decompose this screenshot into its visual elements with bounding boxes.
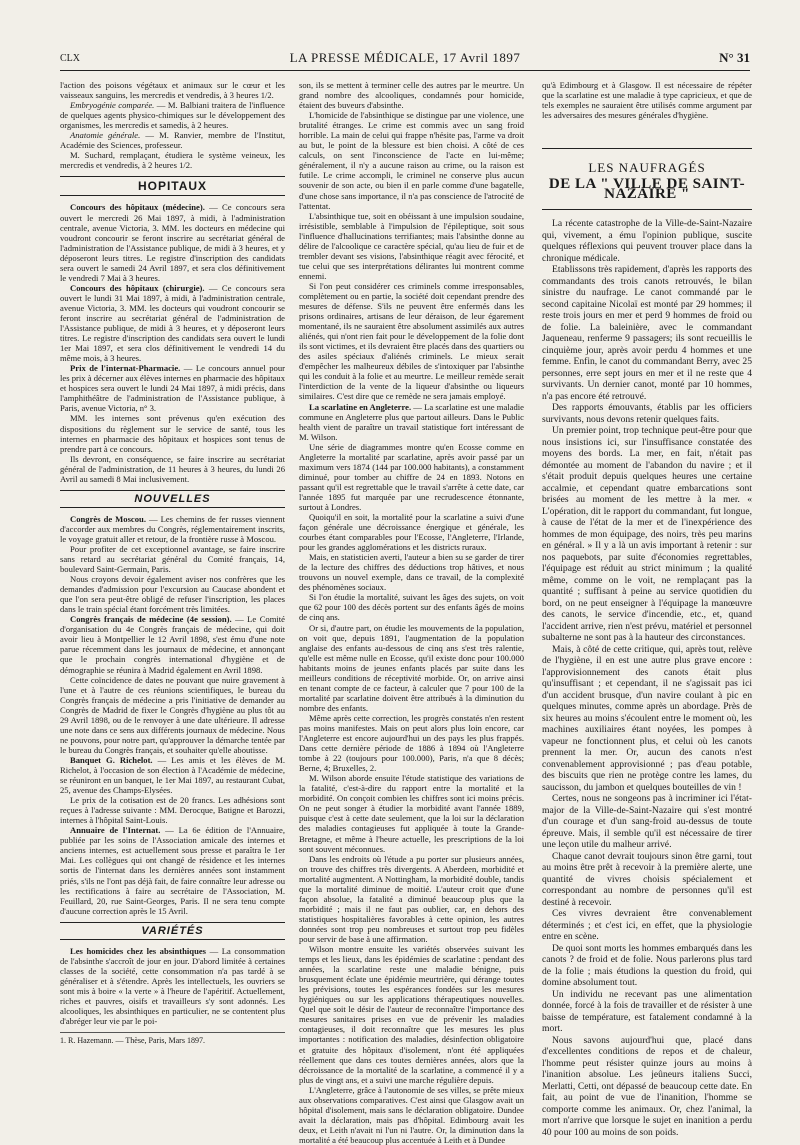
issue-number: N° 31 — [719, 50, 750, 65]
news-item: Banquet G. Richelot. — Les amis et les élèves de M. Richelot, à l'occasion de son élection à l'Académie de médecine, se réuniront en un banquet, le 1er Mai 1897, au restaurant Cubat, 25, avenue des Champs-Elysées. — [60, 754, 285, 796]
paragraph: l'action des poisons végétaux et animaux sur le cœur et les vaisseaux sanguins, les mercredis et vendredis, à 3 heures 1/2. — [60, 80, 285, 101]
column-1 — [60, 80, 285, 1085]
news-item: Congrès de Moscou. — Les chemins de fer russes viennent d'accorder aux membres du Congrès, réglementairement inscrits, le voyage gratuit aller et retour, de la frontière russe à Moscou. — [60, 513, 285, 544]
paragraph: Une série de diagrammes montre qu'en Ecosse comme en Angleterre la mortalité par scarlatine, après avoir passé par un maximum vers 1874 (144 par 100.000 habitants), a constamment diminué, pour tomber au chiffre de 24 en 1893. Notons en passant qu'il est regrettable que le travail s'arrête à cette date, car l'année 1895 fut marquée par une recrudescence étonnante, surtout à Londres. — [299, 441, 524, 512]
paragraph: De quoi sont morts les hommes embarqués dans les canots ? de froid et de folie. Nous parlerons plus tard de la folie ; mais étudions la question du froid, qui domine absolument tout. — [542, 942, 752, 989]
paragraph: Anatomie générale. — M. Ranvier, membre de l'Institut, Académie des Sciences, professeur. — [60, 130, 285, 151]
paragraph: Si l'on étudie la mortalité, suivant les âges des sujets, on voit que 62 pour 100 des décès portent sur des enfants âgés de moins de cinq ans. — [299, 592, 524, 623]
paragraph: Des rapports émouvants, établis par les officiers survivants, nous devons retenir quelques faits. — [542, 402, 752, 425]
article-kicker: LES NAUFRAGÉS — [588, 160, 706, 176]
paragraph: Or si, d'autre part, on étudie les mouvements de la population, on voit que, depuis 1891, l'augmentation de la population anglaise des enfants au-dessous de cinq ans s'est très ralentie, qu'elle est même nulle en Ecosse, qu'il existe donc pour 100.000 habitants moins de jeunes enfants placés par suite dans les meilleurs conditions de réceptivité morbide. Or, on arrive ainsi en tenant compte de ce facteur, à calculer que 7 pour 100 de la mortalité par scarlatine doivent être attribués à la diminution du nombre des enfants. — [299, 622, 524, 713]
article-title: DE LA " VILLE DE SAINT-NAZAIRE " — [548, 176, 746, 203]
news-item: Annuaire de l'Internat. — La 6e édition de l'Annuaire, publiée par les soins de l'Association amicale des internes et anciens internes, est actuellement sous presse et paraîtra le 1er Mai. Les collègues qui ont changé de résidence et les internes sortis de l'internat dans les dernières années sont instamment priés, s'ils ne l'ont pas déjà fait, de faire connaître leur adresse ou les rectifications à faire au secrétaire de l'Association, M. Feuillard, 20, rue Saint-Georges, Paris. Il ne sera tenu compte d'aucune correction après le 15 Avril. — [60, 825, 285, 916]
footnote: 1. R. Hazemann. — Thèse, Paris, Mars 1897. — [60, 1032, 285, 1046]
paragraph: Etablissons très rapidement, d'après les rapports des commandants des trois canots retrouvés, le bilan sinistre du naufrage. Le canot commandé par le second capitaine Nicolaï est monté par 29 hommes; il reste trois jours en mer et perd 9 hommes de froid ou de folie. La baleinière, avec le commandant Jaqueneau, renferme 9 passagers; ils sont recueillis le cinquième jour, après avoir perdu 4 hommes et une femme. Enfin, le canot du commandant Berry, avec 25 personnes, erre sept jours en mer et il ne reste que 4 survivants. Un dernier canot, monté par 10 hommes, n'a pas encore été retrouvé. — [542, 264, 752, 402]
paragraph: Un premier point, trop technique peut-être pour que nous insistions ici, sur l'insuffisance constatée des moyens des bords. La mer, en fait, n'était pas démontée au moment de l'abandon du navire ; et il s'était produit depuis quelques heures une certaine accalmie, et cependant quatre embarcations sont brisées au moment de les mettre à la mer. « L'opération, dit le rapport du commandant, fut longue, à cause de l'état de la mer et de l'inexpérience des hommes de mon équipage, des noirs, très peu marins en général. » Il y a là un avis important à retenir : sur nos paquebots, par suite d'économies regrettables, l'équipage est réduit au strict minimum ; la qualité même, comme on le voit, ne remplaçant pas la quantité ; suffisant à peine au service quotidien du bord, on ne peut enseigner à l'équipage la manœuvre des canots, le service d'incendie, etc., et, quand l'accident arrive, rien n'est prévu, matériel et personnel subalterne ne sont pas à la hauteur des circonstances. — [542, 425, 752, 644]
paragraph: Ils devront, en conséquence, se faire inscrire au secrétariat général de l'administration, de 11 heures à 3 heures, du lundi 26 Avril au samedi 8 Mai inclusivement. — [60, 453, 285, 484]
news-item: Les homicides chez les absinthiques — La consommation de l'absinthe s'accroît de jour en jour. D'abord limitée à certaines classes de la société, cette consommation n'a pas tardé à se généraliser et à s'étendre. Après les intellectuels, les ouvriers se sont mis à boire « la verte » à l'heure de l'apéritif. Actuellement, riches et pauvres, oisifs et travailleurs s'y sont adonnés. Les alcooliques, les absinthiques en particulier, ne se contentent plus d'abréger leur vie par le poi- — [60, 945, 285, 1027]
paragraph: Un individu ne recevant pas une alimentation donnée, forcé à la fois de travailler et de résister à une baisse de température, est fatalement condamné à la mort. — [542, 988, 752, 1035]
paragraph: Ces vivres devraient être convenablement déterminés ; et c'est ici, en effet, que la physiologie entre en scène. — [542, 908, 752, 943]
paragraph: Le prix de la cotisation est de 20 francs. Les adhésions sont reçues à l'adresse suivante : MM. Derocque, Batigne et Barozzi, internes à l'hôpital Saint-Louis. — [60, 795, 285, 826]
paragraph: Quoiqu'il en soit, la mortalité pour la scarlatine a suivi d'une façon générale une décroissance énergique et générale, les courbes étant comparables pour l'Ecosse, l'Angleterre, l'Irlande, pour les grandes agglomérations et les districts ruraux. — [299, 512, 524, 553]
page-header — [60, 50, 750, 71]
paragraph: Mais, à côté de cette critique, qui, après tout, relève de l'hygiène, il en est une autre plus grave encore : l'approvisionnement des canots était plus qu'insuffisant ; et cependant, il ne s'agissait pas ici d'un accident brusque, d'un navire coulant à pic en quelques minutes, comme après un abordage. Près de six heures au moins s'écoulent entre le moment où, les machines auxiliaires étant noyées, les pompes à vapeur ne fonctionnent plus, et celui où les canots prennent la mer. Or, aucun des canots n'est convenablement approvisionné ; pas d'eau potable, des biscuits que rien ne protège contre les lames, du saucisson, du jambon et quelques bouteilles de vin ! — [542, 643, 752, 793]
news-item: La scarlatine en Angleterre. — La scarlatine est une maladie commune en Angleterre plus que partout ailleurs. Dans le Public health vient de paraître un travail statistique fort intéressant de M. Wilson. — [299, 401, 524, 442]
paragraph: Si l'on peut considérer ces criminels comme irresponsables, complètement ou en partie, la société doit cependant prendre des mesures de défense. S'ils ne peuvent être enfermés dans les prisons ordinaires, artisans de leur déraison, de leur égarement momentané, ils ne sauraient être absolument assimilés aux autres aliénés, qui n'ont rien fait pour le développement de la folie dont ils sont victimes, et ils devraient être placés dans des quartiers ou des asiles spéciaux d'aliénés criminels. Le mieux serait d'empêcher les malheureux débiles de s'intoxiquer par l'absinthe qui les conduit à la folie et au meurtre. Le meilleur remède serait l'interdiction de la vente de la liqueur d'absinthe ou liqueurs similaires. C'est dire que ce remède ne sera jamais employé. — [299, 280, 524, 402]
paragraph: M. Wilson aborde ensuite l'étude statistique des variations de la fatalité, c'est-à-dire du rapport entre la mortalité et la morbidité. On conçoit combien les chiffres sont ici moins précis. On ne peut songer à étudier la morbidité avant l'année 1889, puisque c'est à cette date seulement, que la loi sur la déclaration des maladies contagieuses fut appliquée à toute la Grande-Bretagne, et même à l'heure actuelle, les prescriptions de la loi sont souvent méconnues. — [299, 773, 524, 854]
page-number: CLX — [60, 53, 80, 64]
paragraph: Même après cette correction, les progrès constatés n'en restent pas moins manifestes. Mais on peut alors plus loin encore, car l'Angleterre est encore aujourd'hui un des pays les plus frappés. Dans cette dernière période de 1886 à 1894 où l'Angleterre tombe à 22 (toujours pour 100.000), Paris, n'a que 8 décès; Berne, 4; Bruxelles, 2. — [299, 712, 524, 774]
paragraph: Wilson montre ensuite les variétés observées suivant les temps et les lieux, dans les épidémies de scarlatine : pendant des années, la scarlatine reste une maladie bénigne, puis brusquement éclate une épidémie meurtrière, qui dérange toutes les prévisions, toutes les espérances fondées sur les mesures hygiéniques ou sur les applications thérapeutiques nouvelles. Quel que soit le désir de l'auteur de reconnaître l'importance des mesures sanitaires prises en vue de prévenir les maladies contagieuses, il doit reconnaître que les mesures les plus importantes : notification des maladies, désinfection obligatoire et gratuite des hôpitaux d'isolement, n'ont été appliquées réellement que dans ces toutes dernières années, alors que la décroissance de la mortalité de la scarlatine, a commencé il y a plus de vingt ans, et a suivi une marche régulière depuis. — [299, 944, 524, 1085]
paragraph: La récente catastrophe de la Ville-de-Saint-Nazaire qui, vivement, a ému l'opinion publique, suscite quelques réflexions qui peuvent trouver place dans la chronique médicale. — [542, 218, 752, 264]
section-title-hopitaux: HOPITAUX — [60, 176, 285, 196]
news-item: Prix de l'internat-Pharmacie. — Le concours annuel pour les prix à décerner aux élèves internes en pharmacie des hôpitaux et hospices sera ouvert le lundi 24 Mai 1897, à midi précis, dans l'amphithéâtre de l'administration de l'Assistance publique, à Paris, avenue Victoria, n° 3. — [60, 363, 285, 414]
paragraph: M. Suchard, remplaçant, étudiera le système veineux, les mercredis et vendredis, à 2 heures 1/2. — [60, 150, 285, 171]
paragraph: L'absinthique tue, soit en obéissant à une impulsion soudaine, irrésistible, semblable à l'impulsion de l'épileptique, soit sous l'influence d'hallucinations terrifiantes; mais l'absinthe donne au délire de l'alcoolique ce caractère spécial, qu'au lieu de fuir et de trembler devant ses visions, l'absinthique réagit avec férocité, et tue celui que ses interprétations délirantes lui montrent comme ennemi. — [299, 210, 524, 281]
section-title-nouvelles: NOUVELLES — [60, 490, 285, 508]
paragraph: Dans les endroits où l'étude a pu porter sur plusieurs années, on trouve des chiffres très divergents. A Aberdeen, morbidité et mortalité augmentent. A Nottingham, la morbidité double, tandis que la mortalité diminue de moitié. L'auteur croit que d'une façon absolue, la fatalité a diminué beaucoup plus que la morbidité ; mais il ne faut pas oublier, car, en dehors des statistiques hospitalières favorables à cette opinion, les autres données sont trop peu nombreuses et surtout trop peu fidèles pour servir de base à une affirmation. — [299, 853, 524, 944]
paragraph: Cette coïncidence de dates ne pouvant que nuire gravement à l'une et à l'autre de ces réunions scientifiques, le bureau du Congrès français de médecine a pris l'initiative de demander au Congrès de Madrid de fixer le Congrès d'hygiène au plus tôt au 29 Avril 1898, ou de le renvoyer à une date ultérieure. Il adresse une note dans ce sens aux différents journaux de médecine. Nous ne pouvons, pour notre part, qu'approuver la démarche tentée par le bureau du Congrès français, et souhaiter qu'elle aboutisse. — [60, 674, 285, 755]
column-2 — [299, 80, 524, 1145]
news-item: Concours des hôpitaux (médecine). — Ce concours sera ouvert le mercredi 26 Mai 1897, à midi, à l'administration centrale, avenue Victoria, 3. MM. les docteurs en médecine qui voudront concourir se feront inscrire au secrétariat général de l'administration de l'Assistance publique, de midi à 3 heures, et y déposeront leurs titres. Le registre d'inscription des candidats sera ouvert le samedi 24 Avril 1897, et sera clos définitivement le vendredi 7 Mai à 3 heures. — [60, 202, 285, 283]
paragraph: Nous croyons devoir également aviser nos confrères que les demandes d'admission pour l'excursion au Caucase abondent et que l'on sera peut-être obligé de refuser l'inscription, les places dans le train spécial étant forcément très limitées. — [60, 574, 285, 615]
news-item: Concours des hôpitaux (chirurgie). — Ce concours sera ouvert le lundi 31 Mai 1897, à midi, à l'administration centrale, avenue Victoria, 3. MM. les docteurs qui voudront concourir se feront inscrire au secrétariat général de l'administration de l'Assistance publique, de midi à 3 heures, et y déposeront leurs titres. Le registre d'inscription des candidats sera ouvert le lundi 1er Mai 1897, et sera clos définitivement le vendredi 14 du même mois, à 3 heures. — [60, 282, 285, 364]
paragraph: Mais, en statisticien averti, l'auteur a bien su se garder de tirer de la lecture des chiffres des déductions trop hâtives, et nous trouvons un nouvel exemple, dans ce travail, de la complexité des phénomènes sociaux. — [299, 552, 524, 593]
paragraph: Certes, nous ne songeons pas à incriminer ici l'état-major de la Ville-de-Saint-Nazaire qui s'est montré d'un courage et d'un sang-froid au-dessus de toute épreuve. Mais, il semble qu'il est nécessaire de tirer une leçon utile du malheur arrivé. — [542, 793, 752, 851]
paragraph: L'Angleterre, grâce à l'autonomie de ses villes, se prête mieux aux observations comparatives. C'est ainsi que Glasgow avait un hôpital d'isolement, mais sans le déclaration obligatoire. Dundee avait la déclaration, mais pas d'hôpital. Edimbourg avait les deux, et Leith n'avait ni l'un ni l'autre. Or, la diminution dans la mortalité a été beaucoup plus accentuée à Leith et à Dundee — [299, 1084, 524, 1145]
paragraph: Chaque canot devrait toujours sinon être garni, tout au moins être prêt à recevoir à la première alerte, une quantité de vivres choisis spécialement et correspondant au nombre de personnes qu'il est destiné à recevoir. — [542, 850, 752, 908]
column-3 — [542, 80, 752, 1138]
paragraph: qu'à Edimbourg et à Glasgow. Il est nécessaire de répéter que la scarlatine est une maladie à type capricieux, et que de tels exemples ne sauraient être utilisés comme argument par les adversaires des mesures générales d'hygiène. — [542, 80, 752, 121]
news-item: Congrès français de médecine (4e session). — Le Comité d'organisation du 4e Congrès français de médecine, qui doit avoir lieu à Montpellier le 12 Avril 1898, s'est ému d'une note parue récemment dans les journaux de médecine, et annonçant que le prochain congrès international d'hygiène et de démographie se réunira à Madrid également en Avril 1898. — [60, 614, 285, 675]
section-title-varietes: VARIÉTÉS — [60, 922, 285, 940]
paragraph: Embryogénie comparée. — M. Balbiani traitera de l'influence de quelques agents physico-chimiques sur le développement des organismes, les mercredis et samedis, à 2 heures. — [60, 100, 285, 131]
journal-title: LA PRESSE MÉDICALE, 17 Avril 1897 — [289, 50, 521, 65]
article-heading — [542, 148, 752, 210]
paragraph: Nous savons aujourd'hui que, placé dans d'excellentes conditions de repos et de chaleur, l'homme peut résister quinze jours au moins à l'inanition absolue. Les jeûneurs italiens Succi, Merlatti, Cetti, ont dépassé de beaucoup cette date. En fait, au point de vue de l'inanition, l'homme se comporte comme les animaux. Or, chez l'animal, la mort n'arrive que lorsque le sujet en inanition a perdu 40 pour 100 au moins de son poids. — [542, 1034, 752, 1138]
paragraph: Pour profiter de cet exceptionnel avantage, se faire inscrire sans retard au secrétariat général du Comité français, 14, boulevard Saint-Germain, Paris. — [60, 543, 285, 575]
article-body — [542, 218, 752, 1138]
paragraph: son, ils se mettent à terminer celle des autres par le meurtre. Un grand nombre des alcooliques, condamnés pour homicide, étaient des buveurs d'absinthe. — [299, 80, 524, 111]
paragraph: L'homicide de l'absinthique se distingue par une violence, une brutalité étranges. Le crime est commis avec un sang froid horrible. La main de celui qui frappe n'hésite pas, l'arme va droit au but, le point de la blessure est bien choisi. A côté de ces calculs, on sent l'inconscience de l'acte en lui-même; généralement, il n'y a aucune raison au crime, ou la raison est futile. Le crime accompli, le criminel ne conserve plus aucun souvenir de son acte, ou bien il en parle comme d'une bagatelle, d'une chose sans importance, il n'a pas conscience de l'atrocité de l'attentat. — [299, 110, 524, 211]
paragraph: MM. les internes sont prévenus qu'en exécution des dispositions du règlement sur le service de santé, tous les internes en pharmacie des hôpitaux et hospices sont tenus de prendre part à ce concours. — [60, 413, 285, 454]
